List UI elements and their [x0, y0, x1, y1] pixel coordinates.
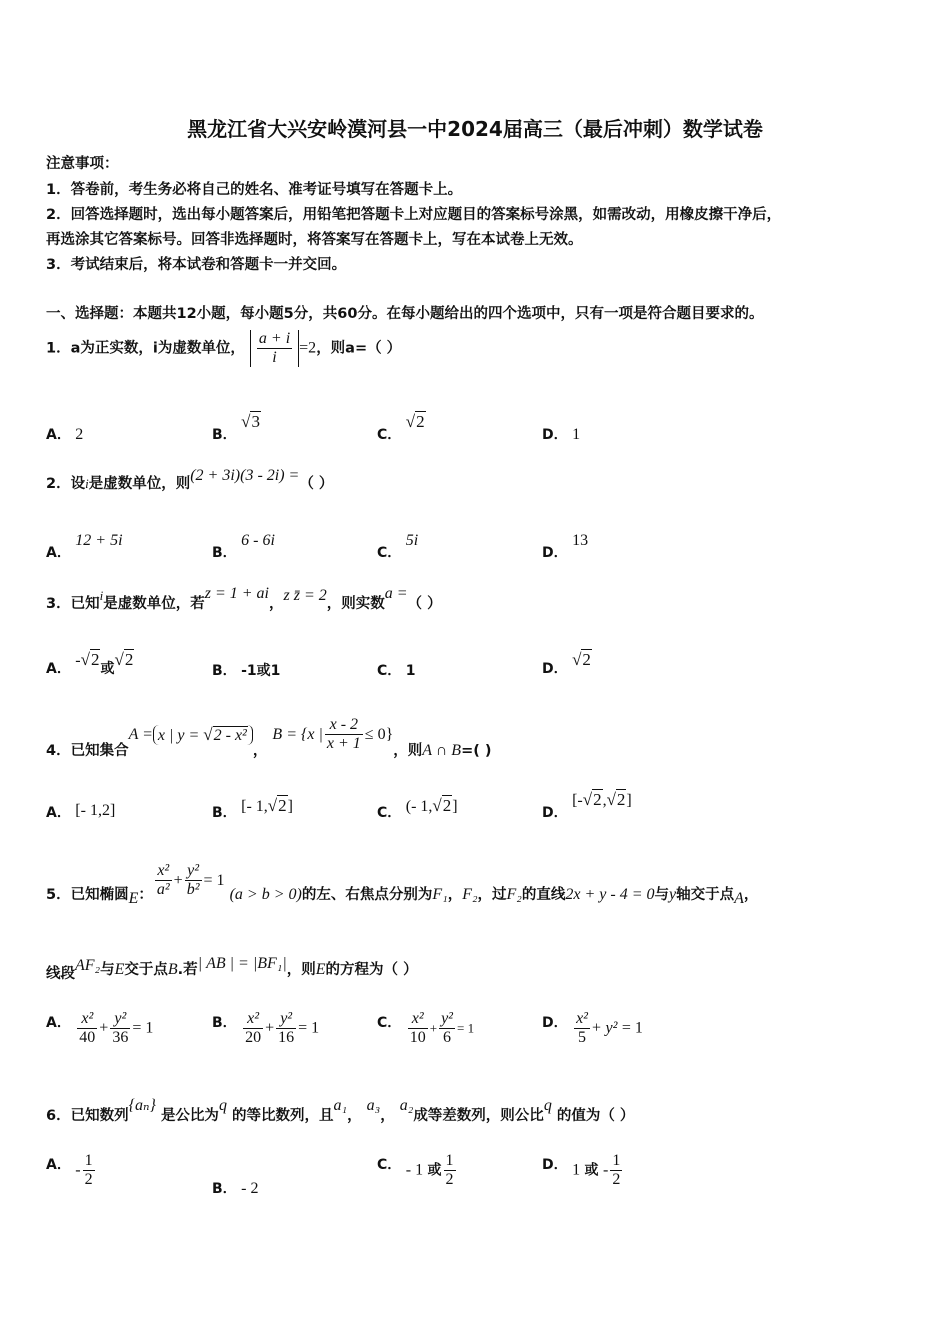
q6-option-b[interactable]: B． - 2	[212, 1180, 259, 1197]
q1-option-c[interactable]: C． √2	[377, 412, 425, 443]
section-heading: 一、选择题：本题共12小题，每小题5分，共60分。在每小题给出的四个选项中，只有一项是符合题目要求的。	[46, 306, 764, 322]
q5-option-a[interactable]: A． $\frac{\text{x²}}{40}$ + $\frac{\text{y²}}{36}$ = 1	[46, 1010, 154, 1046]
notes-heading: 注意事项：	[46, 156, 119, 172]
q1-eq: =2	[299, 339, 317, 357]
q6-option-d[interactable]: D． 1 或 - $\frac{1}{2}$	[542, 1152, 621, 1188]
q6-option-a[interactable]: A． - $\frac{1}{2}$	[46, 1152, 93, 1188]
q1-option-a[interactable]: A． 2	[46, 426, 84, 443]
q3-option-b[interactable]: B． -1或1	[212, 663, 281, 679]
q3-option-a[interactable]: A． -√2或√2	[46, 650, 134, 677]
question-4: 4．已知集合A = x | y = √2 - x²， B = {x | $\frac{x - 2}{x + 1}$ ≤ 0}，则A ∩ B=( )	[46, 716, 492, 759]
question-3: 3．已知i是虚数单位，若z = 1 + ai，z z̄ = 2，则实数a =（ ）	[46, 585, 442, 612]
q3-option-d[interactable]: D． √2	[542, 650, 591, 677]
question-5: 5．已知椭圆E： $\frac{\text{x²}}{\text{a²}}$ + $\frac{\text{y²}}{\text{b²}}$ = 1 (a > b > 0)的左、右焦点分别为F₁，F₂，过F₂的直线2x + y - 4 = 0与y轴交于点A，	[46, 862, 759, 907]
q3-option-c[interactable]: C． 1	[377, 663, 416, 679]
q2-option-a[interactable]: A． 12 + 5i	[46, 532, 123, 561]
q1-num: a + i	[258, 330, 291, 347]
notes-item-3: 3．考试结束后，将本试卷和答题卡一并交回。	[46, 257, 347, 273]
q1-suffix: ，则a=（ ）	[316, 340, 402, 357]
notes-item-2b: 再选涂其它答案标号。回答非选择题时，将答案写在答题卡上，写在本试卷上无效。	[46, 232, 583, 248]
q5-option-b[interactable]: B． $\frac{\text{x²}}{20}$ + $\frac{\text{y²}}{16}$ = 1	[212, 1010, 320, 1046]
notes-item-1: 1．答卷前，考生务必将自己的姓名、准考证号填写在答题卡上。	[46, 182, 463, 198]
q2-option-d[interactable]: D． 13	[542, 532, 589, 561]
page-title: 黑龙江省大兴安岭漠河县一中2024届高三（最后冲刺）数学试卷	[187, 117, 763, 141]
q1-abs	[250, 330, 299, 367]
sqrt-symbol: √3	[241, 412, 260, 431]
q2-option-c[interactable]: C． 5i	[377, 532, 419, 561]
q4-option-b[interactable]: B． [- 1,√2]	[212, 796, 293, 821]
q4-option-c[interactable]: C． (- 1,√2]	[377, 796, 458, 821]
question-5-line-2: 线段AF₂与E交于点B.若| AB | = |BF₁|，则E的方程为（ ）	[46, 955, 418, 982]
q1-fraction	[257, 330, 292, 367]
sqrt-symbol: √2	[405, 412, 425, 431]
q5-option-d[interactable]: D． $\frac{\text{x²}}{5}$ + y² = 1	[542, 1010, 643, 1046]
q1-den: i	[272, 349, 277, 366]
question-6: 6．已知数列{aₙ} 是公比为q 的等比数列，且a₁， a₃， a₂成等差数列，则公比q 的值为（ ）	[46, 1097, 635, 1124]
q4-option-d[interactable]: D． [-√2,√2]	[542, 790, 632, 821]
q4-option-a[interactable]: A． [- 1,2]	[46, 802, 116, 821]
q5-option-c[interactable]: C． $\frac{\text{x²}}{10}$ + $\frac{\text{y²}}{6}$ = 1	[377, 1010, 475, 1046]
question-1	[46, 330, 401, 367]
q1-prefix: 1．a为正实数，i为虚数单位，	[46, 340, 245, 357]
q1-option-d[interactable]: D． 1	[542, 426, 581, 443]
q1-option-b[interactable]: B． √3	[212, 412, 260, 443]
question-2: 2．设i是虚数单位，则(2 + 3i)(3 - 2i) =（ ）	[46, 467, 334, 492]
q6-option-c[interactable]: C． - 1 或 $\frac{1}{2}$	[377, 1152, 454, 1188]
q2-option-b[interactable]: B． 6 - 6i	[212, 532, 275, 561]
notes-item-2a: 2．回答选择题时，选出每小题答案后，用铅笔把答题卡上对应题目的答案标号涂黑，如需改动，用橡皮擦干净后，	[46, 207, 782, 223]
